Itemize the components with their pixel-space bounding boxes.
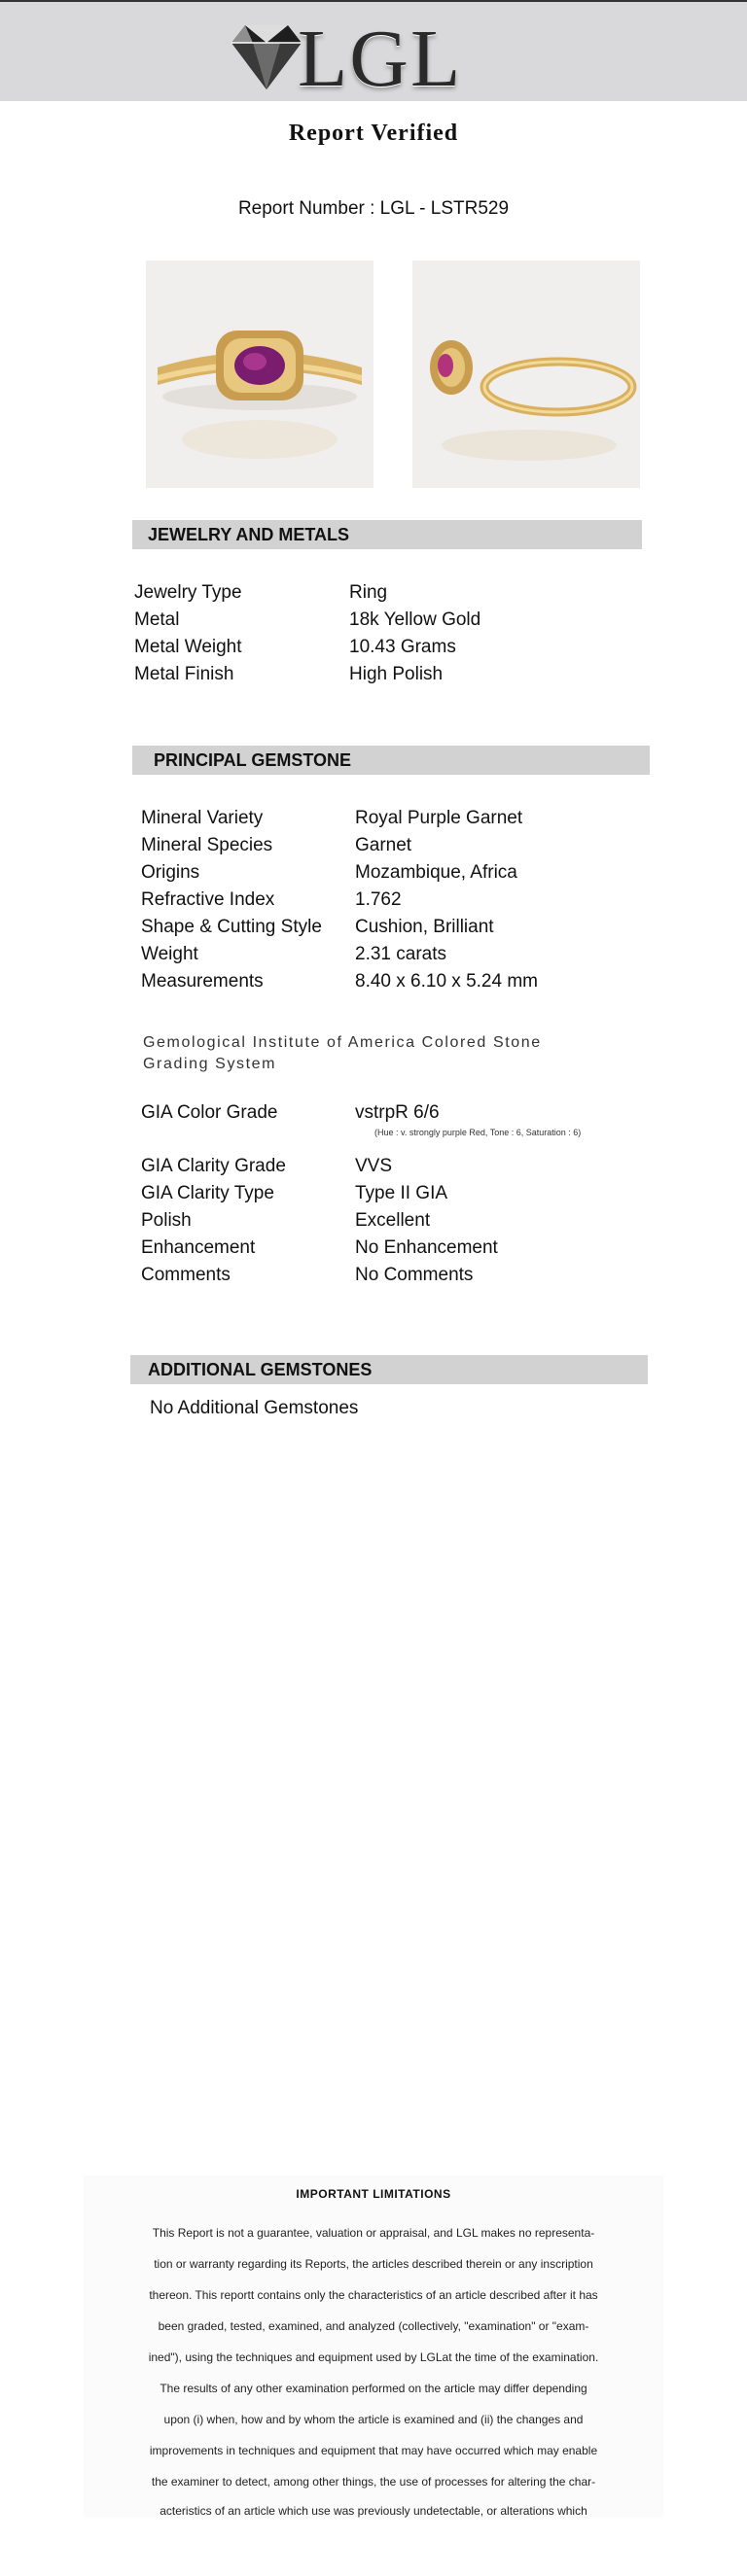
- row-label: Mineral Species: [141, 835, 273, 855]
- important-limitations: [84, 2176, 663, 2518]
- row-value: vstrpR 6/6: [355, 1102, 440, 1123]
- row-value: 2.31 carats: [355, 944, 446, 964]
- row-label: Jewelry Type: [134, 582, 242, 603]
- row-value: 18k Yellow Gold: [349, 609, 481, 630]
- row-label: GIA Color Grade: [141, 1102, 278, 1123]
- logo-text: LGL: [298, 14, 463, 104]
- row-label: GIA Clarity Grade: [141, 1156, 286, 1176]
- limitations-line: thereon. This reportt contains only the characteristics of an article described after it has: [149, 2288, 598, 2302]
- row-value: Ring: [349, 582, 388, 603]
- jewelry-rows: [134, 579, 640, 688]
- principal-rows: [141, 805, 647, 995]
- lgl-logo[interactable]: [228, 14, 471, 104]
- limitations-line: been graded, tested, examined, and analyzed (collectively, "examination" or "exam-: [158, 2319, 589, 2333]
- detail-row: [141, 1235, 647, 1262]
- row-value: Royal Purple Garnet: [355, 808, 523, 828]
- detail-row: [134, 579, 640, 607]
- detail-row: [141, 914, 647, 941]
- row-value: Excellent: [355, 1210, 431, 1231]
- detail-row: [141, 1207, 647, 1235]
- gia-grading-system: Gemological Institute of America Colored Stone Grading System: [143, 1034, 542, 1072]
- detail-row: [141, 805, 647, 832]
- row-label: GIA Clarity Type: [141, 1183, 274, 1203]
- row-value: No Enhancement: [355, 1237, 498, 1258]
- detail-row: [141, 1153, 647, 1180]
- section-additional-heading: ADDITIONAL GEMSTONES: [130, 1355, 648, 1384]
- row-value: Mozambique, Africa: [355, 862, 517, 883]
- row-value: 10.43 Grams: [349, 637, 456, 657]
- detail-row: [141, 968, 647, 995]
- site-header: [0, 0, 747, 104]
- diamond-icon: [228, 19, 305, 97]
- row-value: 1.762: [355, 889, 402, 910]
- hue-note: (Hue : v. strongly purple Red, Tone : 6, Saturation : 6): [374, 1128, 582, 1137]
- detail-row: [141, 1262, 647, 1289]
- detail-row: [141, 941, 647, 968]
- limitations-line: This Report is not a guarantee, valuation or appraisal, and LGL makes no representa-: [152, 2226, 595, 2240]
- detail-row: [141, 859, 647, 887]
- limitations-line: improvements in techniques and equipment that may have occurred which may enable: [149, 2444, 598, 2457]
- section-jewelry-heading: JEWELRY AND METALS: [132, 520, 642, 549]
- row-label: Weight: [141, 944, 198, 964]
- detail-row: [134, 607, 640, 634]
- row-label: Metal Weight: [134, 637, 242, 657]
- row-label: Metal Finish: [134, 664, 234, 684]
- row-value: High Polish: [349, 664, 444, 684]
- row-label: Polish: [141, 1210, 192, 1231]
- row-value: No Comments: [355, 1265, 474, 1285]
- row-value: VVS: [355, 1156, 393, 1176]
- detail-row: [141, 1180, 647, 1207]
- ring-photo-side: [412, 261, 640, 488]
- row-value: Garnet: [355, 835, 412, 855]
- row-label: Refractive Index: [141, 889, 275, 910]
- limitations-line: tion or warranty regarding its Reports, the articles described therein or any inscription: [154, 2257, 593, 2271]
- ring-photo-front: [146, 261, 374, 488]
- detail-row: [134, 661, 640, 688]
- clarity-rows: [141, 1153, 647, 1289]
- report-number: Report Number : LGL - LSTR529: [237, 198, 510, 219]
- detail-row: [141, 1099, 647, 1127]
- row-label: Comments: [141, 1265, 231, 1285]
- limitations-line: upon (i) when, how and by whom the article is examined and (ii) the changes and: [163, 2413, 584, 2426]
- row-value: Cushion, Brilliant: [355, 917, 494, 937]
- limitations-title: IMPORTANT LIMITATIONS: [296, 2187, 451, 2201]
- detail-row: [134, 634, 640, 661]
- row-label: Shape & Cutting Style: [141, 917, 322, 937]
- page-title: Report Verified: [288, 121, 459, 146]
- row-label: Measurements: [141, 971, 264, 992]
- row-label: Enhancement: [141, 1237, 256, 1258]
- detail-row: [141, 832, 647, 859]
- row-label: Origins: [141, 862, 200, 883]
- detail-row: [141, 887, 647, 914]
- row-value: 8.40 x 6.10 x 5.24 mm: [355, 971, 538, 992]
- limitations-line: acteristics of an article which use was previously undetectable, or alterations which: [160, 2504, 587, 2518]
- row-label: Mineral Variety: [141, 808, 264, 828]
- section-principal-heading: PRINCIPAL GEMSTONE: [132, 746, 650, 775]
- limitations-line: ined"), using the techniques and equipment used by LGLat the time of the examination.: [148, 2350, 599, 2364]
- gia-color-grade-row: [141, 1099, 647, 1127]
- row-label: Metal: [134, 609, 180, 630]
- limitations-line: the examiner to detect, among other things, the use of processes for altering the char-: [151, 2475, 596, 2489]
- limitations-line: The results of any other examination performed on the article may differ depending: [160, 2382, 587, 2395]
- row-value: Type II GIA: [355, 1183, 448, 1203]
- no-additional-gemstones: No Additional Gemstones: [150, 1398, 359, 1418]
